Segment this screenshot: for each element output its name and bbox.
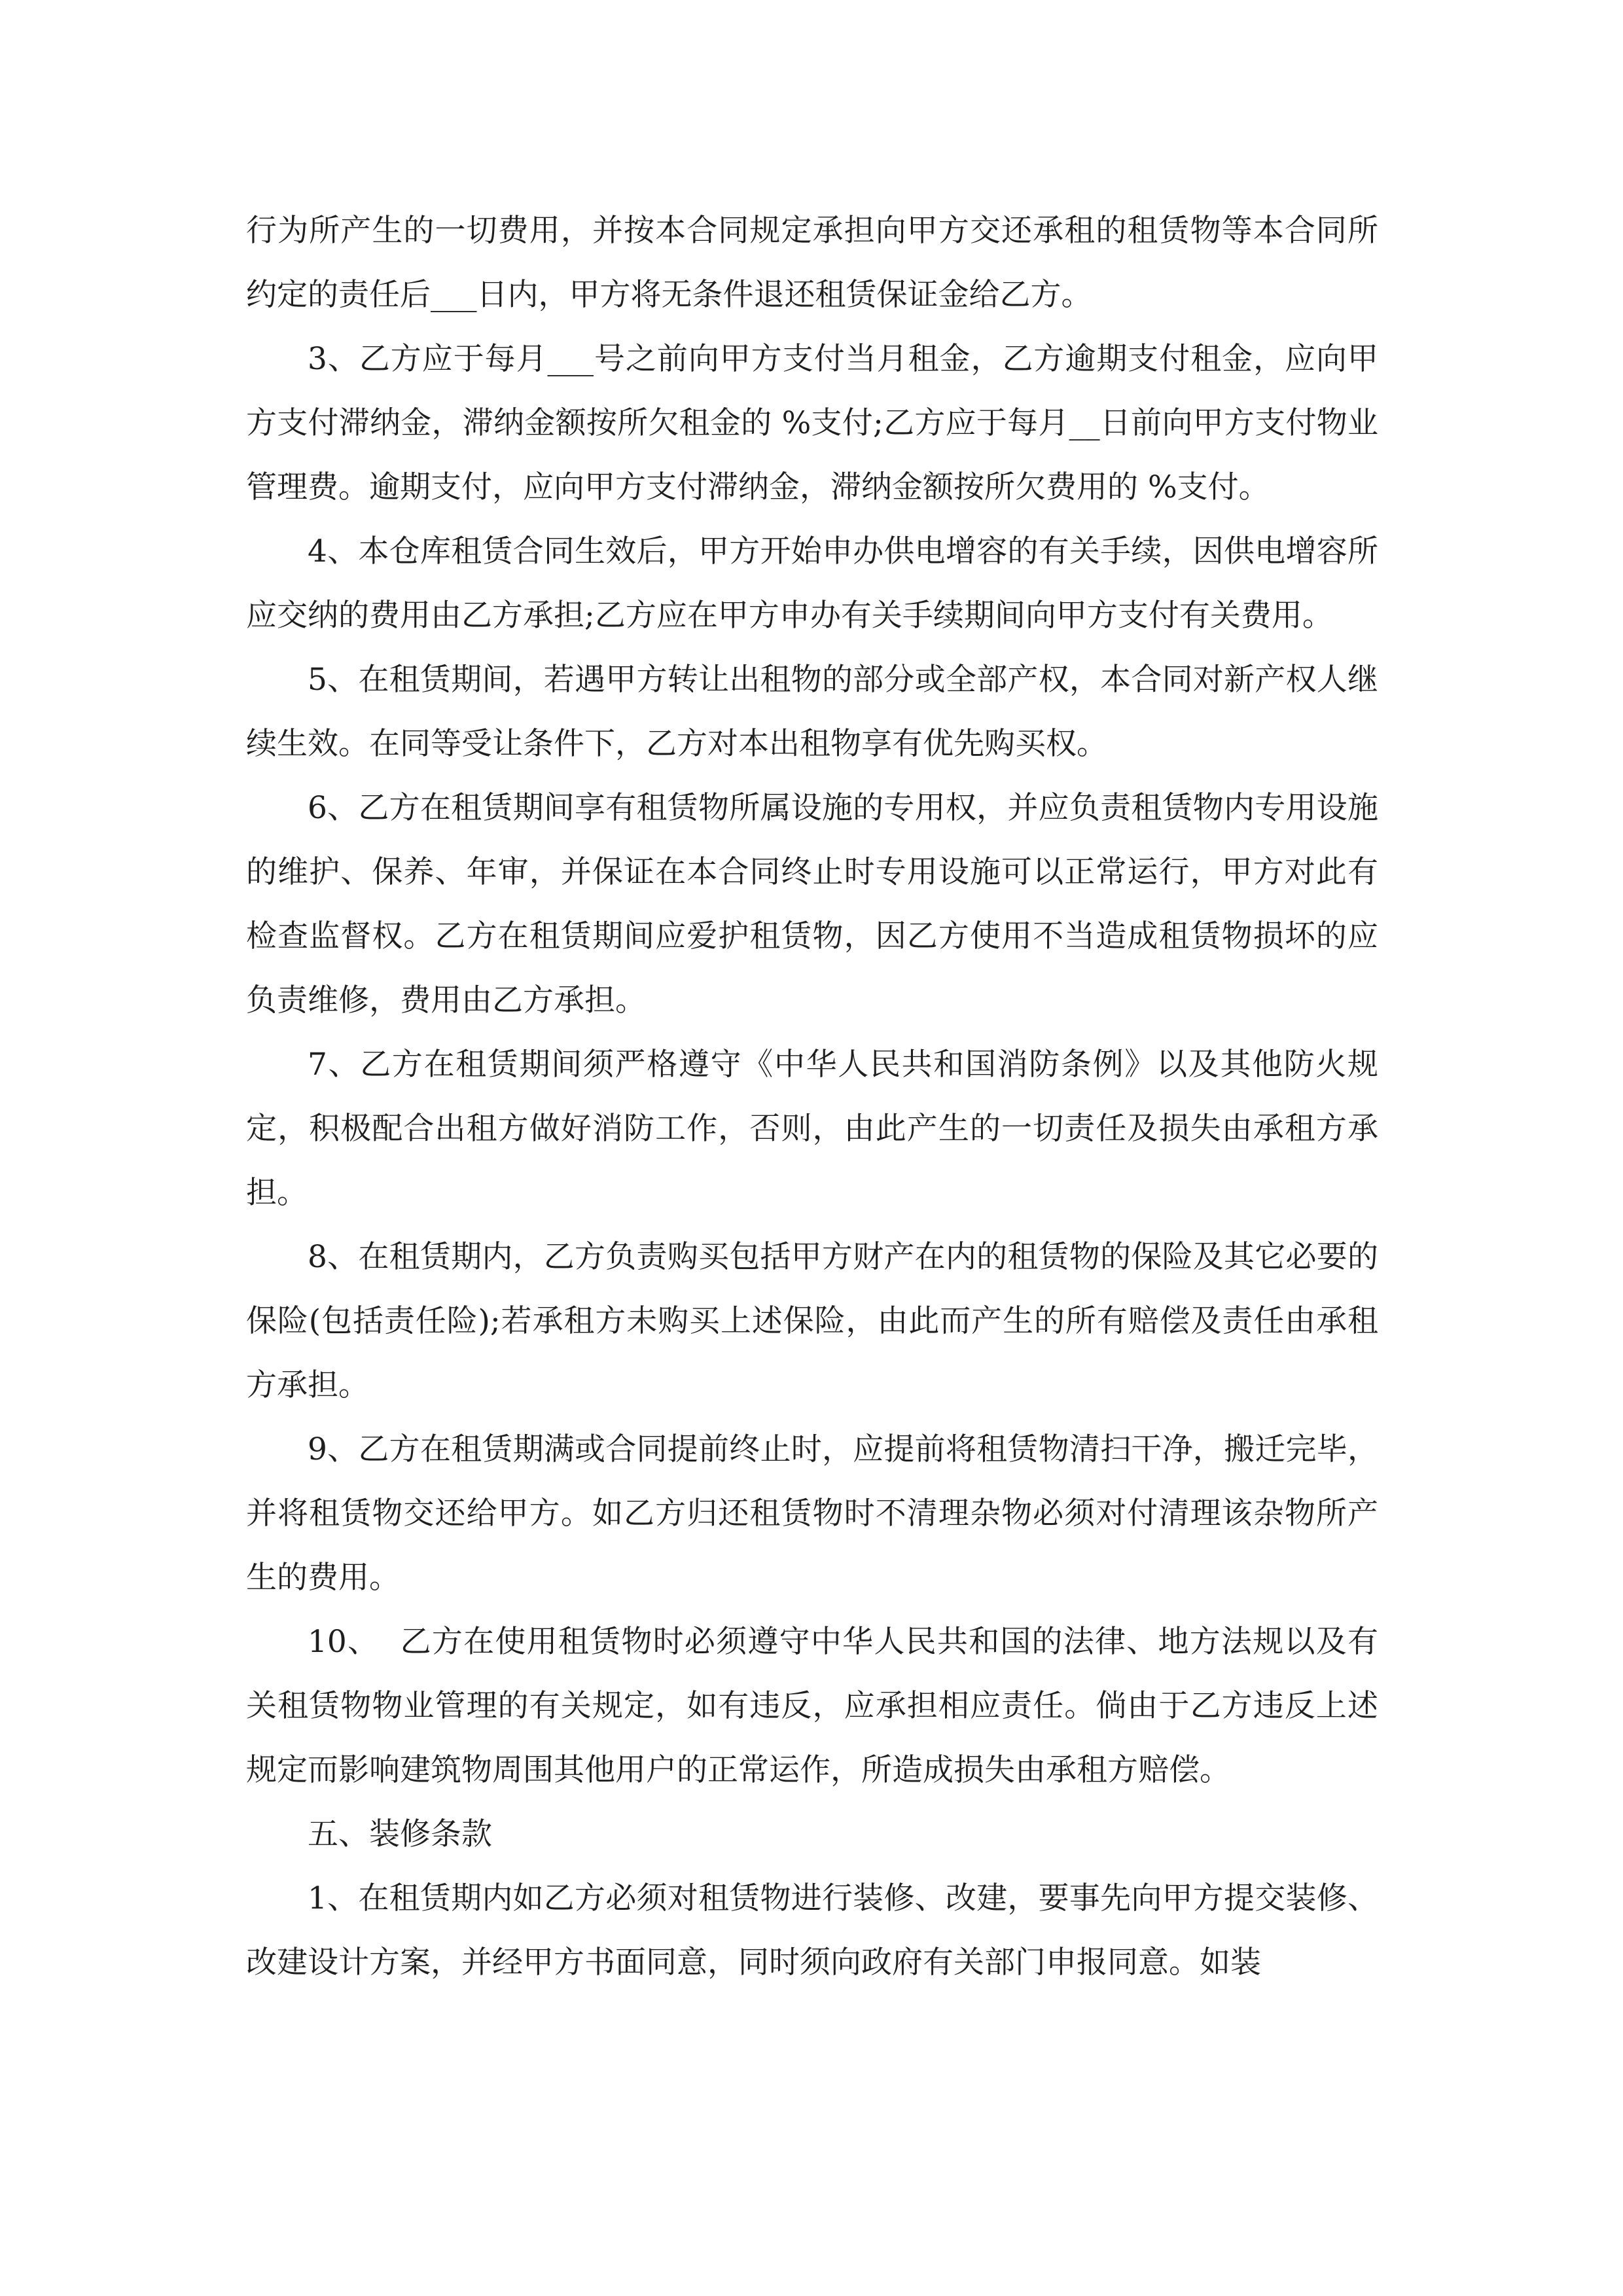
paragraph-clause-5: 5、在租赁期间，若遇甲方转让出租物的部分或全部产权，本合同对新产权人继续生效。在同等受让条件下，乙方对本出租物享有优先购买权。	[246, 662, 1378, 762]
paragraph-clause-10: 10、 乙方在使用租赁物时必须遵守中华人民共和国的法律、地方法规以及有关租赁物物业管理的有关规定，如有违反，应承担相应责任。倘由于乙方违反上述规定而影响建筑物周围其他用户的正常运作，所造成损失由承租方赔偿。	[246, 1624, 1378, 1788]
paragraph-clause-8: 8、在租赁期内，乙方负责购买包括甲方财产在内的租赁物的保险及其它必要的保险(包括责任险);若承租方未购买上述保险，由此而产生的所有赔偿及责任由承租方承担。	[246, 1239, 1378, 1403]
document-body	[246, 199, 1378, 1995]
section-heading-renovation: 五、装修条款	[308, 1816, 492, 1852]
paragraph-clause-7: 7、乙方在租赁期间须严格遵守《中华人民共和国消防条例》以及其他防火规定，积极配合出租方做好消防工作，否则，由此产生的一切责任及损失由承租方承担。	[246, 1047, 1378, 1211]
paragraph-clause-6: 6、乙方在租赁期间享有租赁物所属设施的专用权，并应负责租赁物内专用设施的维护、保养、年审，并保证在本合同终止时专用设施可以正常运行，甲方对此有检查监督权。乙方在租赁期间应爱护租赁物，因乙方使用不当造成租赁物损坏的应负责维修，费用由乙方承担。	[246, 790, 1378, 1018]
paragraph-clause-9: 9、乙方在租赁期满或合同提前终止时，应提前将租赁物清扫干净，搬迁完毕，并将租赁物交还给甲方。如乙方归还租赁物时不清理杂物必须对付清理该杂物所产生的费用。	[246, 1431, 1378, 1596]
paragraph-clause-4: 4、本仓库租赁合同生效后，甲方开始申办供电增容的有关手续，因供电增容所应交纳的费用由乙方承担;乙方应在甲方申办有关手续期间向甲方支付有关费用。	[246, 533, 1378, 634]
paragraph-clause-3: 3、乙方应于每月___号之前向甲方支付当月租金，乙方逾期支付租金，应向甲方支付滞纳金，滞纳金额按所欠租金的 %支付;乙方应于每月__日前向甲方支付物业管理费。逾期支付，应向甲方支付滞纳金，滞纳金额按所欠费用的 %支付。	[246, 341, 1378, 505]
paragraph-continuation: 行为所产生的一切费用，并按本合同规定承担向甲方交还承租的租赁物等本合同所约定的责任后___日内，甲方将无条件退还租赁保证金给乙方。	[246, 213, 1378, 313]
paragraph-renovation-clause-1: 1、在租赁期内如乙方必须对租赁物进行装修、改建，要事先向甲方提交装修、改建设计方案，并经甲方书面同意，同时须向政府有关部门申报同意。如装	[246, 1880, 1378, 1981]
